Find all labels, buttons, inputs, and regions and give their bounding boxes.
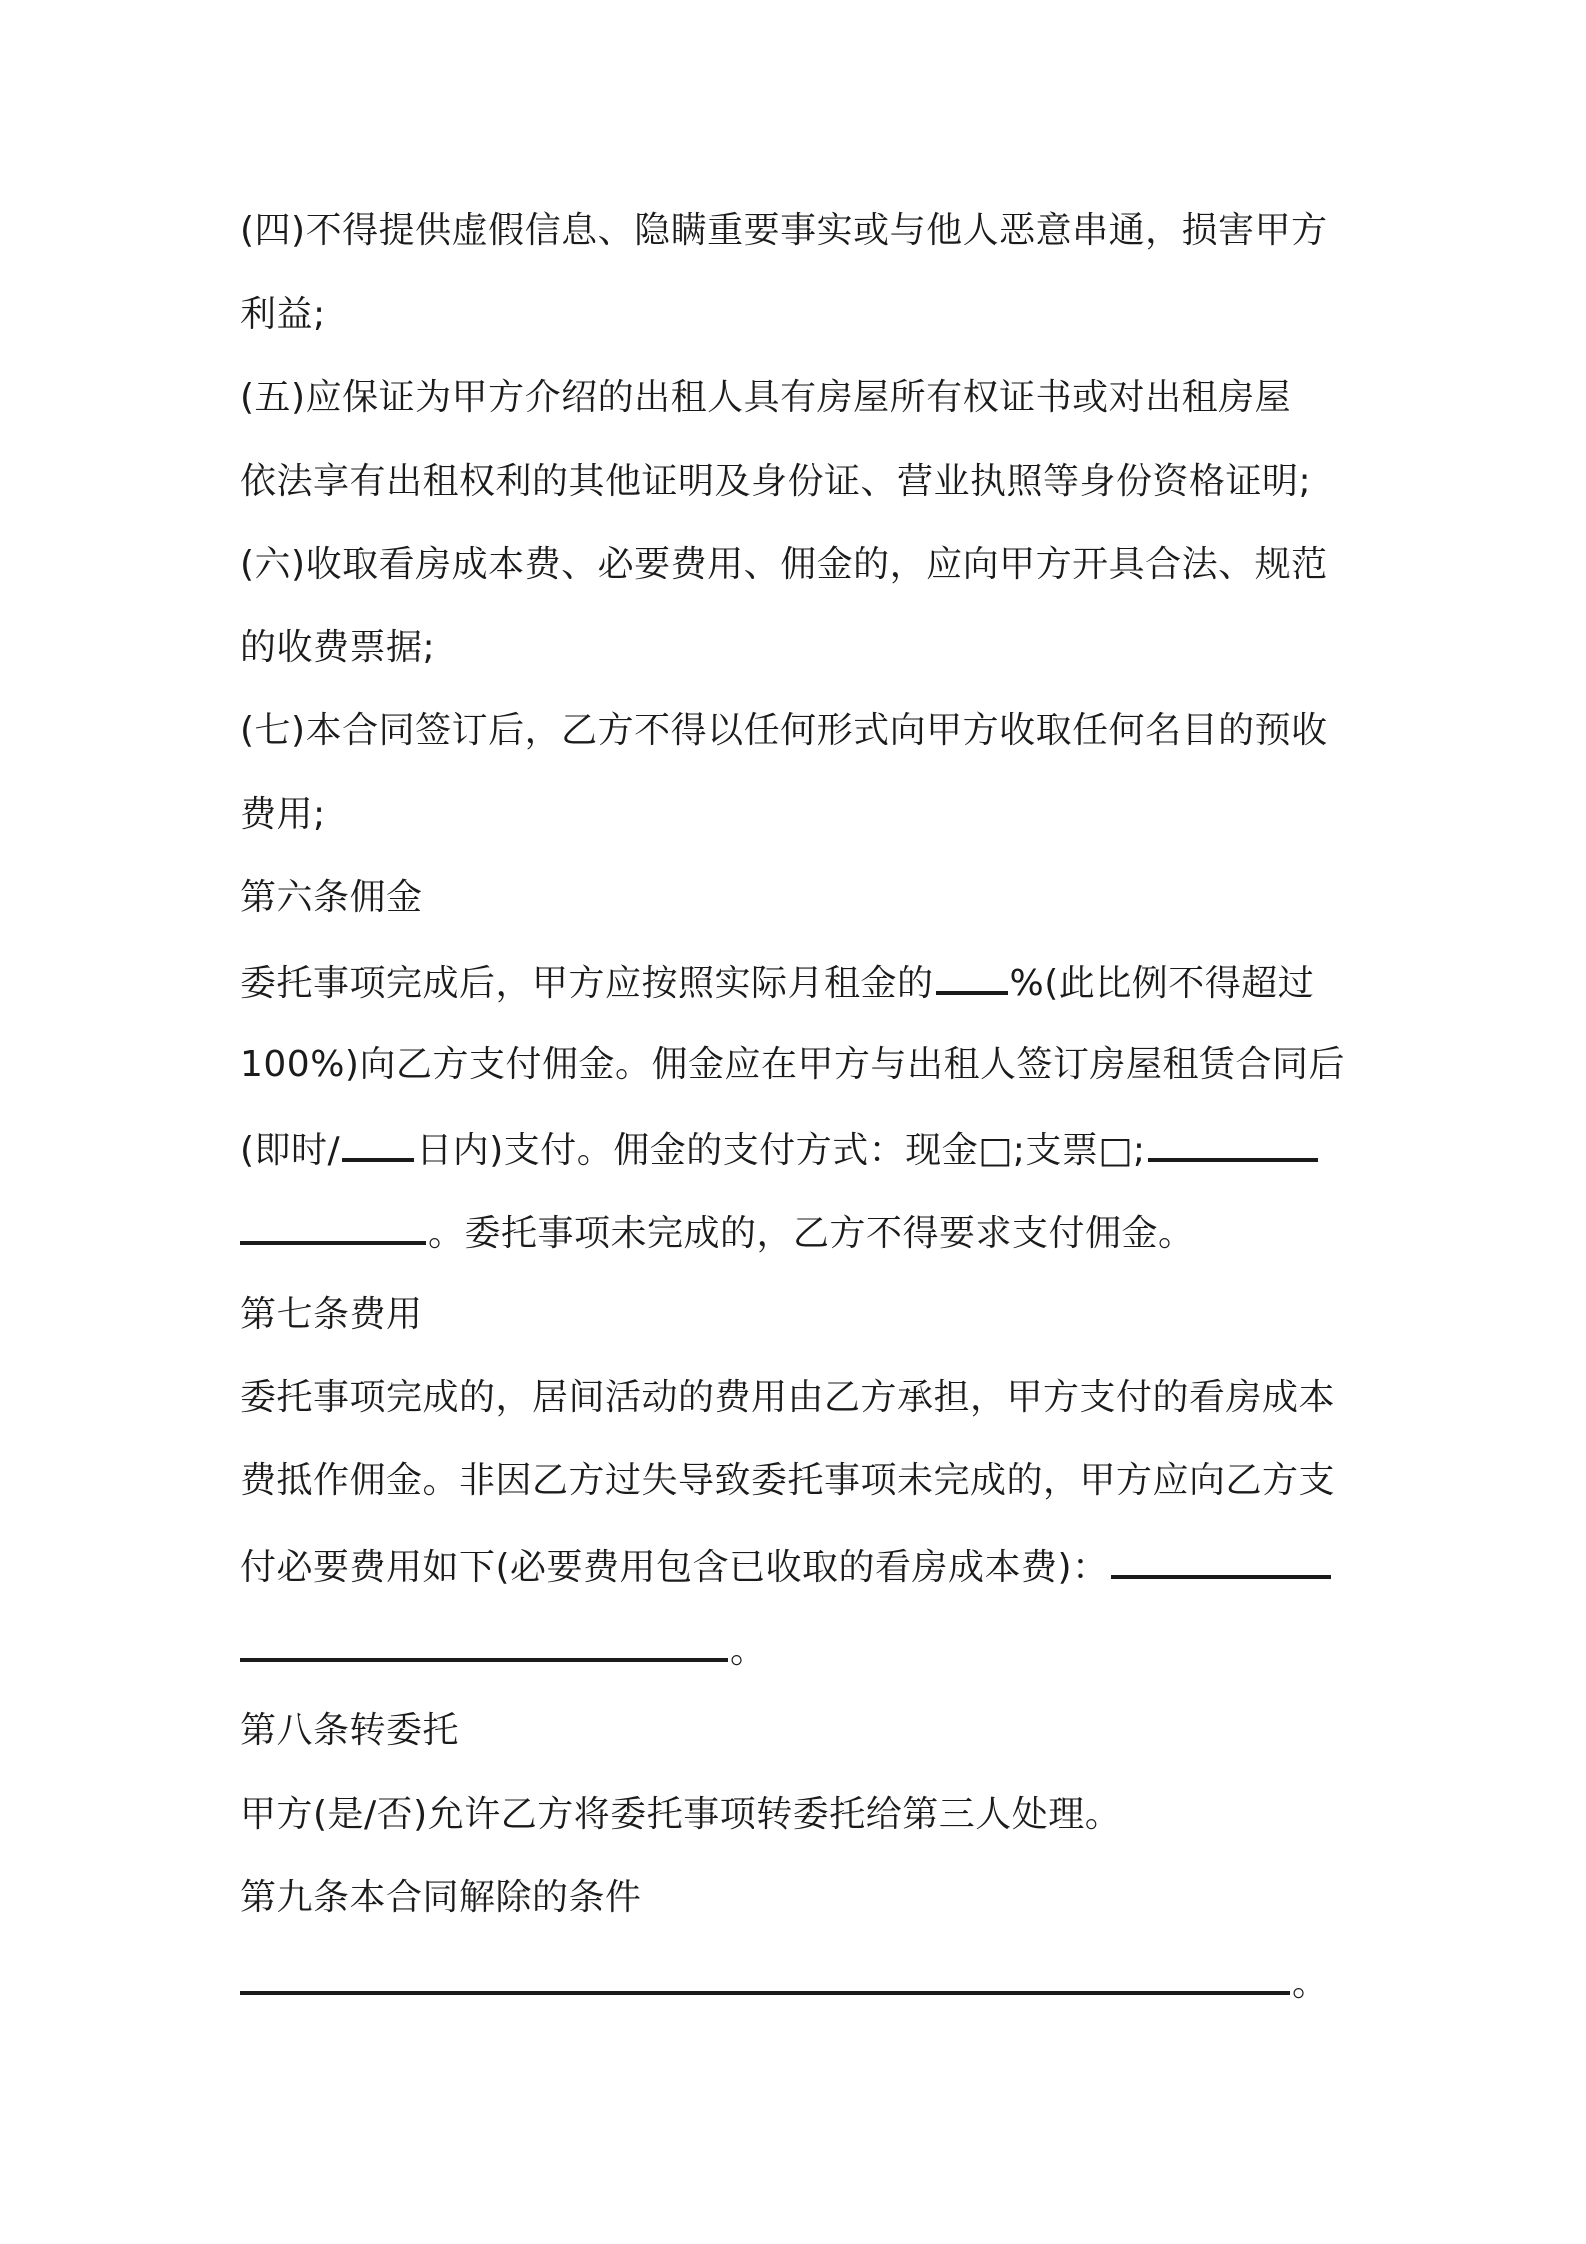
text: (即时/ (240, 1130, 341, 1171)
text: 委托事项完成的，居间活动的费用由乙方承担，甲方支付的看房成本 (240, 1377, 1336, 1418)
article-9-line-1 (240, 1957, 1360, 2005)
article-6-line-2 (240, 1041, 1360, 1089)
text: 100%)向乙方支付佣金。佣金应在甲方与出租人签订房屋租赁合同后 (240, 1044, 1345, 1085)
text: (五)应保证为甲方介绍的出租人具有房屋所有权证书或对出租房屋 (240, 377, 1292, 418)
article-6-line-4 (240, 1207, 1360, 1255)
text: 的收费票据; (240, 627, 436, 668)
text: 。委托事项未完成的，乙方不得要求支付佣金。 (428, 1213, 1195, 1254)
heading-text: 第九条本合同解除的条件 (240, 1877, 642, 1918)
text: 费用; (240, 794, 326, 835)
commission-percent-blank[interactable] (936, 957, 1008, 995)
article-7-line-2 (240, 1457, 1360, 1505)
text: 委托事项完成后，甲方应按照实际月租金的 (240, 963, 934, 1004)
clause-5-item-5-line-1 (240, 374, 1360, 422)
necessary-expenses-blank-continued[interactable] (240, 1624, 728, 1662)
necessary-expenses-blank[interactable] (1111, 1541, 1331, 1579)
section-heading-article-6 (240, 874, 1360, 922)
article-6-line-1 (240, 957, 1360, 1005)
clause-5-item-6-line-2 (240, 624, 1360, 672)
text: 依法享有出租权利的其他证明及身份证、营业执照等身份资格证明; (240, 461, 1312, 502)
article-7-line-1 (240, 1374, 1360, 1422)
article-7-line-4 (240, 1624, 1360, 1672)
text: 。 (730, 1630, 767, 1671)
heading-text: 第八条转委托 (240, 1710, 460, 1751)
text: 甲方(是/否)允许乙方将委托事项转委托给第三人处理。 (240, 1794, 1122, 1835)
section-heading-article-8 (240, 1707, 1360, 1755)
text: (七)本合同签订后，乙方不得以任何形式向甲方收取任何名目的预收 (240, 710, 1328, 751)
section-heading-article-7 (240, 1291, 1360, 1339)
section-heading-article-9 (240, 1874, 1360, 1922)
heading-text: 第六条佣金 (240, 877, 423, 918)
text: 利益; (240, 294, 326, 335)
text: (四)不得提供虚假信息、隐瞒重要事实或与他人恶意串通，损害甲方 (240, 210, 1328, 251)
heading-text: 第七条费用 (240, 1294, 423, 1335)
clause-5-item-7-line-1 (240, 707, 1360, 755)
payment-method-blank-continued[interactable] (240, 1207, 426, 1245)
text: 。 (1292, 1963, 1329, 2004)
article-8-line-1 (240, 1791, 1360, 1839)
termination-conditions-blank[interactable] (240, 1957, 1290, 1995)
clause-5-item-4-line-1 (240, 207, 1360, 255)
clause-5-item-5-line-2 (240, 458, 1360, 506)
article-7-line-3 (240, 1541, 1360, 1589)
payment-days-blank[interactable] (342, 1124, 414, 1162)
payment-method-blank[interactable] (1148, 1124, 1318, 1162)
text: (六)收取看房成本费、必要费用、佣金的，应向甲方开具合法、规范 (240, 544, 1328, 585)
text: 日内)支付。佣金的支付方式：现金□;支票□; (416, 1130, 1146, 1171)
text: %(此比例不得超过 (1009, 963, 1315, 1004)
clause-5-item-6-line-1 (240, 541, 1360, 589)
clause-5-item-7-line-2 (240, 791, 1360, 839)
text: 费抵作佣金。非因乙方过失导致委托事项未完成的，甲方应向乙方支 (240, 1460, 1336, 1501)
clause-5-item-4-line-2 (240, 291, 1360, 339)
article-6-line-3 (240, 1124, 1360, 1172)
text: 付必要费用如下(必要费用包含已收取的看房成本费)： (240, 1547, 1109, 1588)
